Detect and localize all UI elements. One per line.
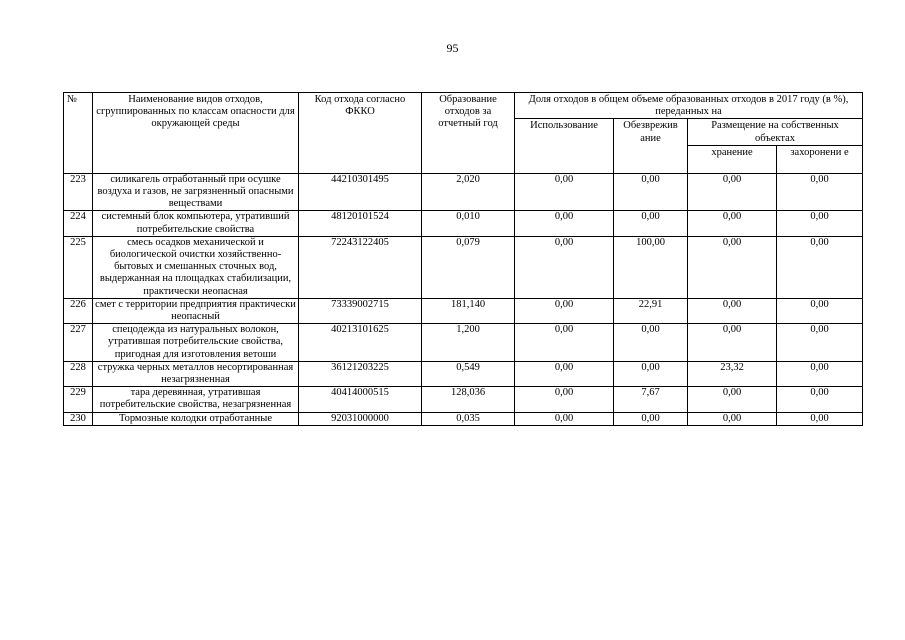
header-code: Код отхода согласно ФККО <box>299 93 422 174</box>
use-share: 0,00 <box>515 412 614 425</box>
use-share: 0,00 <box>515 236 614 298</box>
header-neutralization: Обезврежив ание <box>614 119 688 173</box>
row-number: 226 <box>64 298 93 323</box>
header-name: Наименование видов отходов, сгруппированных по классам опасности для окружающей среды <box>93 93 299 174</box>
page-number: 95 <box>446 41 459 55</box>
generated-amount: 181,140 <box>422 298 515 323</box>
neutralization-share: 0,00 <box>614 324 688 362</box>
waste-code: 40213101625 <box>299 324 422 362</box>
storage-share: 0,00 <box>688 387 777 412</box>
waste-name: смесь осадков механической и биологической очистки хозяйственно-бытовых и смешанных сточных вод, выдержанная на площадках стабилизации, практически неопасная <box>93 236 299 298</box>
burial-share: 0,00 <box>777 173 863 211</box>
burial-share: 0,00 <box>777 324 863 362</box>
table-row <box>64 361 863 386</box>
table-row <box>64 324 863 362</box>
waste-name: стружка черных металлов несортированная незагрязненная <box>93 361 299 386</box>
storage-share: 0,00 <box>688 173 777 211</box>
waste-name: силикагель отработанный при осушке воздуха и газов, не загрязненный опасными веществами <box>93 173 299 211</box>
table-row <box>64 173 863 211</box>
use-share: 0,00 <box>515 361 614 386</box>
neutralization-share: 0,00 <box>614 211 688 236</box>
row-number: 227 <box>64 324 93 362</box>
waste-code: 92031000000 <box>299 412 422 425</box>
burial-share: 0,00 <box>777 298 863 323</box>
burial-share: 0,00 <box>777 236 863 298</box>
row-number: 224 <box>64 211 93 236</box>
header-burial: захоронени е <box>777 145 863 173</box>
burial-share: 0,00 <box>777 361 863 386</box>
waste-table <box>63 92 863 426</box>
generated-amount: 128,036 <box>422 387 515 412</box>
waste-code: 48120101524 <box>299 211 422 236</box>
storage-share: 0,00 <box>688 298 777 323</box>
storage-share: 0,00 <box>688 324 777 362</box>
header-generated: Образование отходов за отчетный год <box>422 93 515 174</box>
generated-amount: 0,035 <box>422 412 515 425</box>
storage-share: 0,00 <box>688 412 777 425</box>
generated-amount: 2,020 <box>422 173 515 211</box>
row-number: 228 <box>64 361 93 386</box>
waste-name: смет с территории предприятия практически неопасный <box>93 298 299 323</box>
use-share: 0,00 <box>515 173 614 211</box>
neutralization-share: 0,00 <box>614 412 688 425</box>
generated-amount: 0,549 <box>422 361 515 386</box>
row-number: 230 <box>64 412 93 425</box>
row-number: 229 <box>64 387 93 412</box>
storage-share: 23,32 <box>688 361 777 386</box>
header-share: Доля отходов в общем объеме образованных отходов в 2017 году (в %), переданных на <box>515 93 863 119</box>
storage-share: 0,00 <box>688 236 777 298</box>
waste-name: спецодежда из натуральных волокон, утратившая потребительские свойства, пригодная для изготовления ветоши <box>93 324 299 362</box>
generated-amount: 0,010 <box>422 211 515 236</box>
neutralization-share: 100,00 <box>614 236 688 298</box>
neutralization-share: 0,00 <box>614 173 688 211</box>
row-number: 223 <box>64 173 93 211</box>
waste-code: 72243122405 <box>299 236 422 298</box>
neutralization-share: 22,91 <box>614 298 688 323</box>
burial-share: 0,00 <box>777 412 863 425</box>
burial-share: 0,00 <box>777 387 863 412</box>
table-row <box>64 211 863 236</box>
header-num: № <box>64 93 93 174</box>
table-row <box>64 387 863 412</box>
use-share: 0,00 <box>515 387 614 412</box>
storage-share: 0,00 <box>688 211 777 236</box>
waste-code: 36121203225 <box>299 361 422 386</box>
burial-share: 0,00 <box>777 211 863 236</box>
generated-amount: 0,079 <box>422 236 515 298</box>
waste-code: 40414000515 <box>299 387 422 412</box>
table-row <box>64 412 863 425</box>
waste-code: 44210301495 <box>299 173 422 211</box>
waste-name: тара деревянная, утратившая потребительские свойства, незагрязненная <box>93 387 299 412</box>
use-share: 0,00 <box>515 298 614 323</box>
header-storage: хранение <box>688 145 777 173</box>
header-use: Использование <box>515 119 614 173</box>
use-share: 0,00 <box>515 324 614 362</box>
table-row <box>64 298 863 323</box>
waste-code: 73339002715 <box>299 298 422 323</box>
neutralization-share: 0,00 <box>614 361 688 386</box>
generated-amount: 1,200 <box>422 324 515 362</box>
neutralization-share: 7,67 <box>614 387 688 412</box>
row-number: 225 <box>64 236 93 298</box>
waste-name: системный блок компьютера, утративший потребительские свойства <box>93 211 299 236</box>
waste-name: Тормозные колодки отработанные <box>93 412 299 425</box>
use-share: 0,00 <box>515 211 614 236</box>
header-placement: Размещение на собственных объектах <box>688 119 863 145</box>
table-row <box>64 236 863 298</box>
